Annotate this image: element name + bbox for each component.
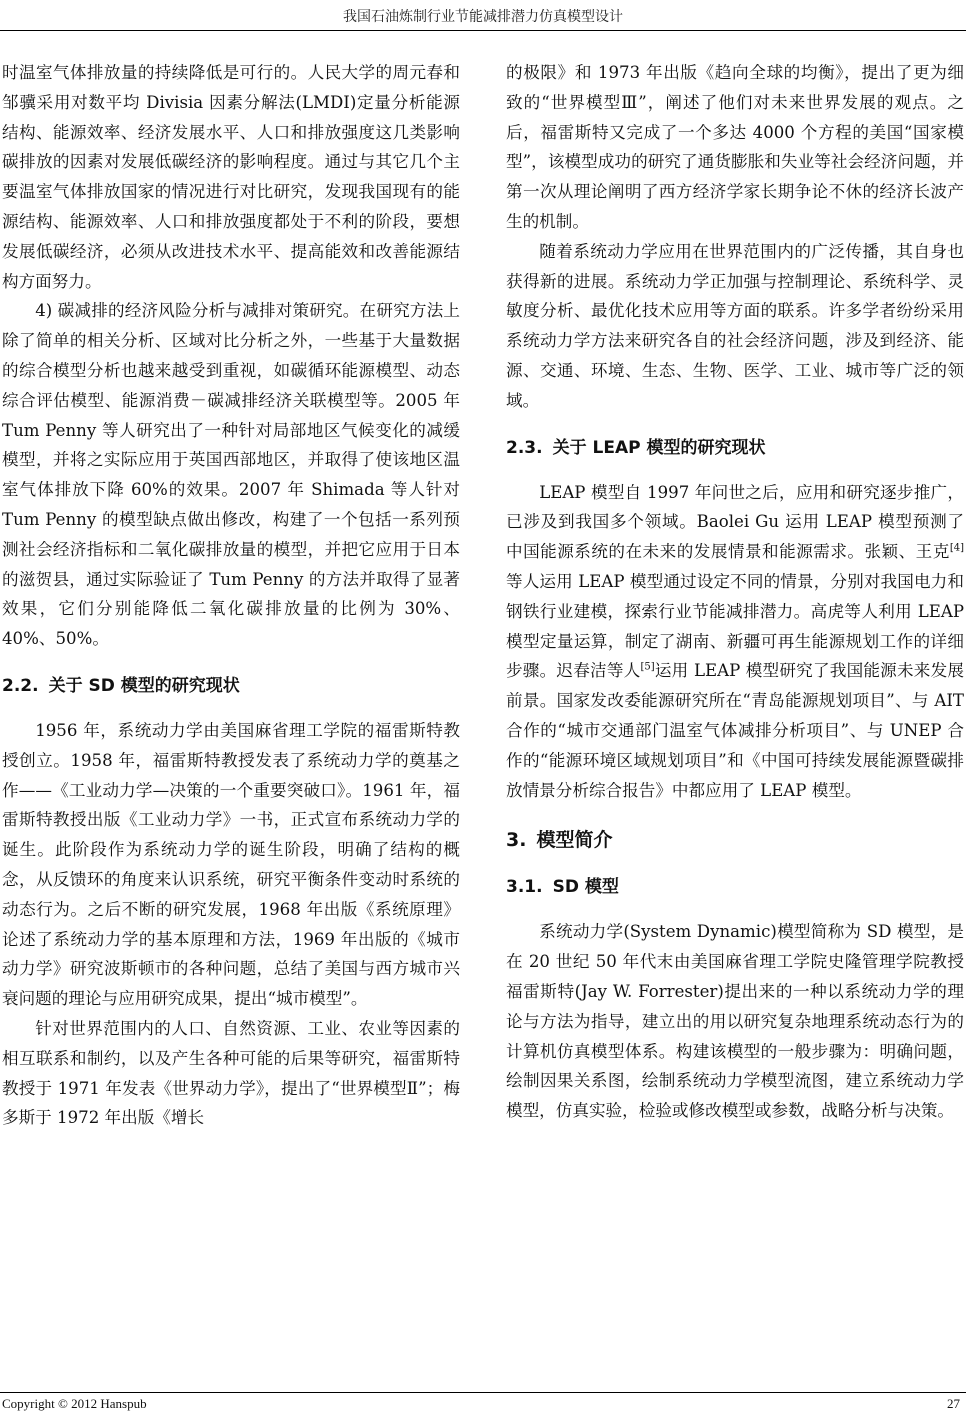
section-title: 关于 LEAP 模型的研究现状 — [552, 437, 766, 458]
paragraph-continued: 时温室气体排放量的持续降低是可行的。人民大学的周元春和邹骥采用对数平均 Divisia 因素分解法(LMDI)定量分析能源结构、能源效率、经济发展水平、人口和排放强度这几类影响碳排放的因素对发展低碳经济的影响程度。通过与其它几个主要温室气体排放国家的情况进行对比研究，发现我国现有的能源结构、能源效率、人口和排放强度都处于不利的阶段，要想发展低碳经济，必须从改进技术水平、提高能效和改善能源结构方面努力。 — [2, 63, 460, 291]
running-header: 我国石油炼制行业节能减排潜力仿真模型设计 — [343, 9, 623, 25]
paragraph-sd-progress: 随着系统动力学应用在世界范围内的广泛传播，其自身也获得新的进展。系统动力学正加强与控制理论、系统科学、灵敏度分析、最优化技术应用等方面的联系。许多学者纷纷采用系统动力学方法来研究各自的社会经济问题，涉及到经济、能源、交通、环境、生态、生物、医学、工业、城市等广泛的领域。 — [506, 241, 964, 410]
paragraph-sd-model: 系统动力学(System Dynamic)模型简称为 SD 模型，是在 20 世纪 50 年代末由美国麻省理工学院史隆管理学院教授福雷斯特(Jay W. Forrester)提出来的一种以系统动力学的理论与方法为指导，建立出的用以研究复杂地理系统动态行为的计算机仿真模型体系。构建该模型的一般步骤为：明确问题，绘制因果关系图，绘制系统动力学模型流图，建立系统动力学模型，仿真实验，检验或修改模型或参数，战略分析与决策。 — [506, 922, 964, 1121]
paragraph-leap-research — [506, 478, 964, 806]
citation-ref[interactable]: [5] — [640, 661, 655, 673]
section-number: 2.3. — [506, 437, 543, 458]
section-title: 模型简介 — [536, 829, 613, 852]
section-heading-2-3 — [506, 434, 964, 462]
paragraph-world-model: 针对世界范围内的人口、自然资源、工业、农业等因素的相互联系和制约，以及产生各种可能的后果等研究，福雷斯特教授于 1971 年发表《世界动力学》，提出了“世界模型Ⅱ”；梅多斯于 1972 年出版《增长 — [2, 1018, 460, 1128]
section-number: 2.2. — [2, 675, 39, 696]
right-column — [506, 58, 964, 1126]
page-number: 27 — [947, 1396, 960, 1411]
paragraph-risk-analysis: 4) 碳减排的经济风险分析与减排对策研究。在研究方法上除了简单的相关分析、区域对比分析之外，一些基于大量数据的综合模型分析也越来越受到重视，如碳循环能源模型、动态综合评估模型、能源消费－碳减排经济关联模型等。2005 年 Tum Penny 等人研究出了一种针对局部地区气候变化的减缓模型，并将之实际应用于英国西部地区，并取得了使该地区温室气体排放下降 60%的效果。2007 年 Shimada 等人针对 Tum Penny 的模型缺点做出修改，构建了一个包括一系列预测社会经济指标和二氧化碳排放量的模型，并把它应用于日本的滋贺县，通过实际验证了 Tum Penny 的方法并取得了显著效果，它们分别能降低二氧化碳排放量的比例为 30%、40%、50%。 — [2, 301, 460, 649]
footer-rule — [0, 1392, 966, 1393]
text-run: 等人运用 LEAP 模型通过设定不同的情景，分别对我国电力和钢铁行业建模，探索行业节能减排潜力。高虎等人利用 LEAP 模型定量运算，制定了湖南、新疆可再生能源规划工作的详细步骤。迟春洁等人 — [506, 571, 964, 681]
citation-ref[interactable]: [4] — [949, 542, 964, 554]
copyright-notice: Copyright © 2012 Hanspub — [2, 1396, 147, 1411]
header-rule — [0, 30, 966, 31]
left-column — [2, 58, 460, 1133]
paragraph-sd-history: 1956 年，系统动力学由美国麻省理工学院的福雷斯特教授创立。1958 年，福雷斯特教授发表了系统动力学的奠基之作——《工业动力学—决策的一个重要突破口》。1961 年，福雷斯特教授出版《工业动力学》一书，正式宣布系统动力学的诞生。此阶段作为系统动力学的诞生阶段，明确了结构的概念，从反馈环的角度来认识系统，研究平衡条件变动时系统的动态行为。之后不断的研究发展，1968 年出版《系统原理》论述了系统动力学的基本原理和方法，1969 年出版的《城市动力学》研究波斯顿市的各种问题，总结了美国与西方城市兴衰问题的理论与应用研究成果，提出“城市模型”。 — [2, 720, 460, 1009]
section-heading-3-1 — [506, 873, 964, 901]
section-number: 3.1. — [506, 877, 543, 898]
section-number: 3. — [506, 829, 527, 852]
paragraph-continued: 的极限》和 1973 年出版《趋向全球的均衡》，提出了更为细致的“世界模型Ⅲ”，阐述了他们对未来世界发展的观点。之后，福雷斯特又完成了一个多达 4000 个方程的美国“国家模型”，该模型成功的研究了通货膨胀和失业等社会经济问题，并第一次从理论阐明了西方经济学家长期争论不休的经济长波产生的机制。 — [506, 63, 964, 231]
section-title: SD 模型 — [552, 877, 619, 898]
text-run: LEAP 模型自 1997 年问世之后，应用和研究逐步推广，已涉及到我国多个领域。Baolei Gu 运用 LEAP 模型预测了中国能源系统的在未来的发展情景和能源需求。张颖、王克 — [506, 482, 964, 562]
section-title: 关于 SD 模型的研究现状 — [48, 675, 240, 696]
section-heading-2-2 — [2, 672, 460, 700]
section-heading-3 — [506, 825, 964, 855]
text-run: 运用 LEAP 模型研究了我国能源未来发展前景。国家发改委能源研究所在“青岛能源规划项目”、与 AIT 合作的“城市交通部门温室气体减排分析项目”、与 UNEP 合作的“能源环境区域规划项目”和《中国可持续发展能源暨碳排放情景分析综合报告》中都应用了 LEAP 模型。 — [506, 661, 964, 800]
